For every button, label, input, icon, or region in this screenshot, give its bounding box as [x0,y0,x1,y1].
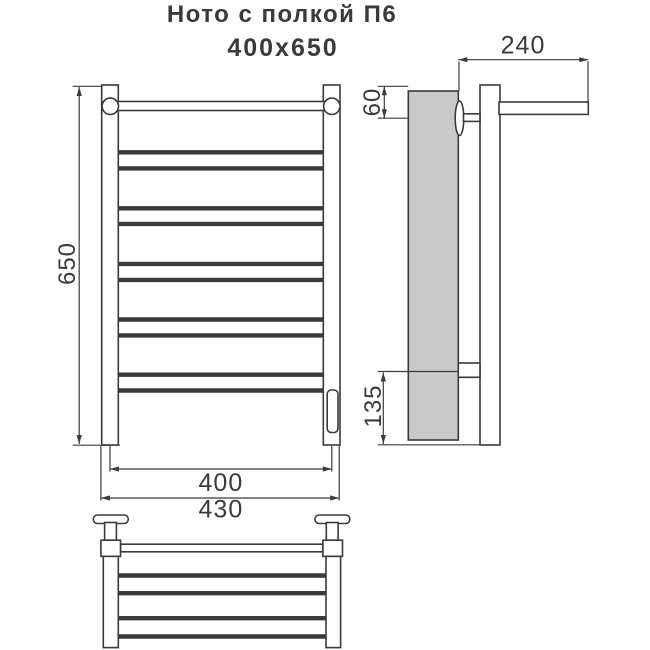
left-wall-mount-stem [105,523,117,541]
top-view [93,515,350,648]
arrow-down-icon [77,435,82,444]
dimension-bottom-offset-label: 135 [360,384,387,428]
arrow-down-icon [381,435,386,444]
right-shelf-arm [326,556,341,647]
dimension-top-offset [359,86,408,118]
drawing-size-subtitle: 400x650 [227,34,339,62]
left-pivot-circle [102,98,118,114]
dimension-width-overall-label: 430 [198,495,244,524]
dimension-top-offset-label: 60 [359,87,386,117]
front-rungs [118,152,323,390]
side-post [480,85,500,445]
arrow-up-icon [381,373,386,382]
heater-cartridge [327,390,338,433]
lower-bracket-pin [458,363,480,377]
right-pivot-block [323,540,343,556]
front-top-shelf-bar [110,102,332,111]
side-shelf-bar [499,102,588,114]
dimension-width-axles [110,446,332,497]
dimension-shelf-depth [458,32,588,103]
arrow-up-icon [77,87,82,96]
arrow-right-icon [330,495,339,500]
dimension-height-label: 650 [54,241,81,286]
right-wall-mount-stem [326,523,338,541]
left-shelf-arm [103,556,118,647]
upper-bracket-flange [455,101,464,135]
arrow-right-icon [323,466,332,471]
right-pivot-circle [324,98,340,114]
arrow-left-icon [101,495,110,500]
dimension-shelf-depth-label: 240 [500,31,546,60]
dimension-width-axles-label: 400 [198,469,244,497]
front-left-post [102,85,119,445]
wall-panel [408,91,458,440]
top-view-crossbar [121,544,323,552]
arrow-left-icon [110,466,119,471]
drawing-title: Ното с полкой П6 [166,1,398,28]
arrow-left-icon [458,57,467,62]
arrow-right-icon [579,57,588,62]
left-pivot-block [101,540,121,556]
shelf-rods [118,576,326,637]
upper-bracket-pin [464,114,481,122]
side-view [408,85,588,445]
front-view [102,85,340,445]
